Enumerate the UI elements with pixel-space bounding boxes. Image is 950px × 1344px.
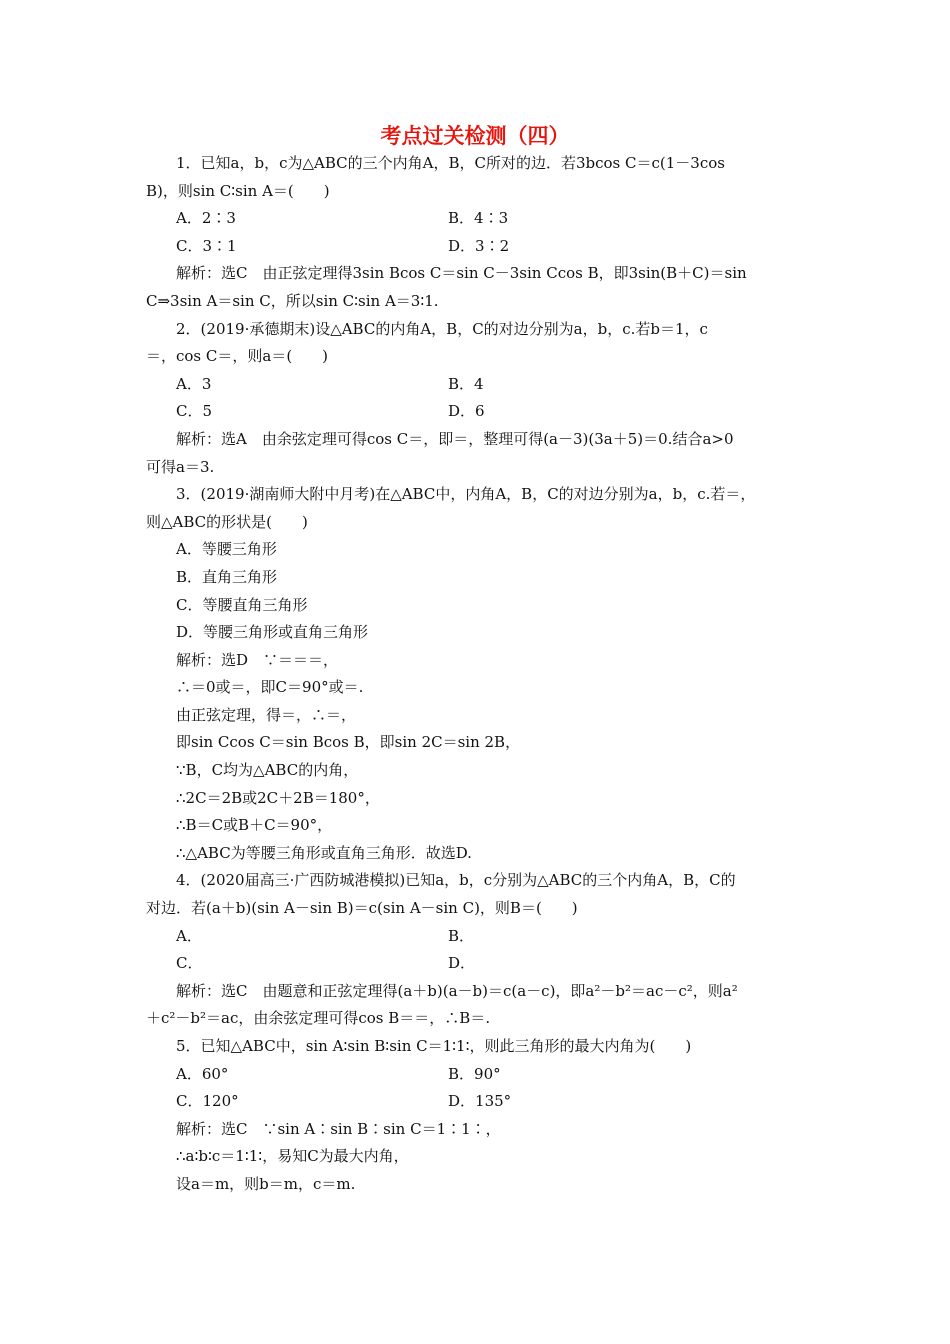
solution-text: 解析：选C 由题意和正弦定理得(a＋b)(a－b)＝c(a－c)，即a²－b²＝ac－c²，则a² [176,981,738,1000]
option-b: B．4 [448,374,484,393]
solution-text: ∵B，C均为△ABC的内角， [176,761,359,780]
option-row [146,950,810,978]
question-stem: 5．已知△ABC中，sin A∶sin B∶sin C＝1∶1∶，则此三角形的最大内角为( ) [176,1037,692,1055]
option-a: A．2∶3 [176,209,236,228]
question-stem: B)，则sin C∶sin A＝( ) [146,181,330,200]
option-d: D．等腰三角形或直角三角形 [176,623,369,642]
question-5 [146,1033,810,1199]
solution-text: 可得a＝3. [146,457,215,476]
option-row [146,1061,810,1089]
solution-text: ∴＝0或＝，即C＝90°或＝. [176,678,364,697]
option-a: A． [176,926,202,945]
option-row [146,923,810,951]
solution-text: 解析：选A 由余弦定理可得cos C＝，即＝，整理可得(a－3)(3a＋5)＝0.结合a>0 [176,429,734,448]
solution-text: ∴2C＝2B或2C＋2B＝180°， [176,788,380,807]
option-c: C．等腰直角三角形 [176,595,308,614]
solution-text: 由正弦定理，得＝，∴＝， [176,705,357,724]
question-stem: 2．(2019·承德期末)设△ABC的内角A，B，C的对边分别为a，b，c.若b＝1，c [176,319,708,338]
option-b: B．90° [448,1064,501,1083]
question-stem: ＝，cos C＝，则a＝( ) [146,347,329,366]
option-row [146,205,810,233]
option-row [146,1088,810,1116]
question-stem: 4．(2020届高三·广西防城港模拟)已知a，b，c分别为△ABC的三个内角A，B，C的 [176,871,736,890]
option-b: B．4∶3 [448,209,509,228]
page-title: 考点过关检测（四） [380,123,570,148]
option-d: D．6 [448,402,485,421]
solution-text: 解析：选C ∵sin A∶sin B∶sin C＝1∶1∶， [176,1119,501,1138]
option-row [146,371,810,399]
option-b: B． [448,926,475,945]
option-a: A．等腰三角形 [176,540,277,559]
option-c: C．120° [176,1092,239,1111]
option-row [146,233,810,261]
solution-text: ∴△ABC为等腰三角形或直角三角形．故选D. [176,843,472,862]
option-d: D．3∶2 [448,236,510,255]
solution-text: C⇒3sin A＝sin C，所以sin C∶sin A＝3∶1. [146,291,439,310]
solution-text: 解析：选D ∵＝＝＝， [176,650,339,669]
solution-text: ∴a∶b∶c＝1∶1∶，易知C为最大内角， [176,1147,409,1166]
question-list [146,150,810,1199]
question-2 [146,316,810,482]
question-stem: 3．(2019·湖南师大附中月考)在△ABC中，内角A，B，C的对边分别为a，b，c.若＝， [176,485,756,504]
option-a: A．3 [176,374,212,393]
option-c: C． [176,954,203,973]
option-c: C．3∶1 [176,236,237,255]
solution-text: 即sin Ccos C＝sin Bcos B，即sin 2C＝sin 2B， [176,733,521,752]
question-stem: 对边．若(a＋b)(sin A－sin B)＝c(sin A－sin C)，则B＝( ) [146,899,578,918]
question-3 [146,481,810,867]
question-stem: 则△ABC的形状是( ) [146,512,308,531]
solution-text: ＋c²－b²＝ac，由余弦定理可得cos B＝＝，∴B＝. [146,1009,491,1028]
option-row [146,398,810,426]
option-d: D．135° [448,1092,512,1111]
option-a: A．60° [176,1064,229,1083]
option-d: D． [448,954,476,973]
option-b: B．直角三角形 [176,567,278,586]
question-4 [146,867,810,1033]
option-c: C．5 [176,402,213,421]
solution-text: 解析：选C 由正弦定理得3sin Bcos C＝sin C－3sin Ccos B，即3sin(B＋C)＝sin [176,264,747,283]
question-stem: 1．已知a，b，c为△ABC的三个内角A，B，C所对的边．若3bcos C＝c(1－3cos [176,154,725,172]
solution-text: 设a＝m，则b＝m，c＝m. [176,1174,356,1193]
question-1 [146,150,810,316]
solution-text: ∴B＝C或B＋C＝90°， [176,816,333,835]
